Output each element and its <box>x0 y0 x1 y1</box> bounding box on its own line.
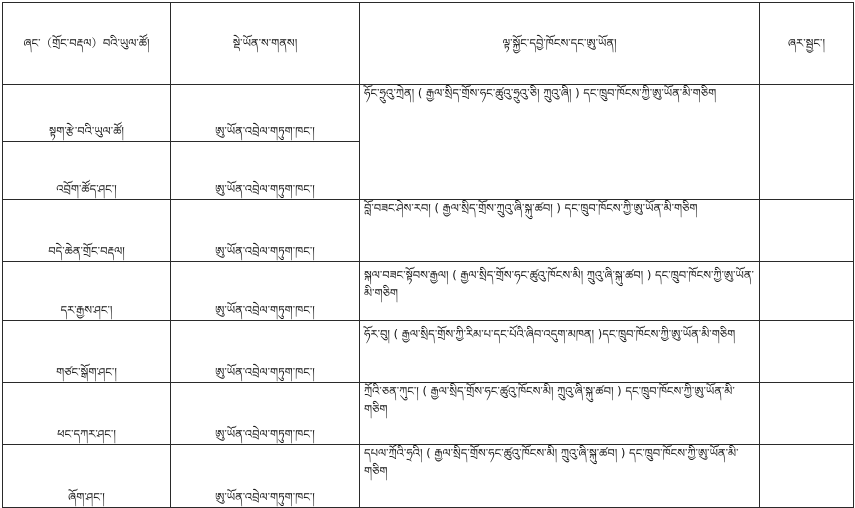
supervision-cell: བློ་བཟང་ཤེས་རབ། ( རྒྱལ་སྲིད་གྲོས་ཀྲུའུ་ཞི་སྐུ་ཚབ། ) དང་ཁྲུབ་ཁོངས་ཀྱི་ཨུ་ཡོན་མི་གཅིག <box>360 200 760 262</box>
unit-cell: ཨུ་ཡོན་འབྲེལ་གཏུག་ཁང་། <box>171 200 360 262</box>
supervision-cell: ཧོང་ཧྲུའུ་ཀྲེན། ( རྒྱལ་སྲིད་གྲོས་ཧང་ཚུའུ་ཧྲུའུ་ཅི། ཀྲུའུ་ཞི། ) དང་ཁྲུབ་ཁོངས་ཀྱི་ཨུ་ཡོན་མི་གཅིག <box>360 85 760 200</box>
table-row <box>3 200 854 262</box>
table-row <box>3 383 854 445</box>
town-cell: འབྲོག་ཚོད་ཤང་། <box>3 142 171 200</box>
supervision-cell: དཔལ་ཀྲོའི་ཧྲའི། ( རྒྱལ་སྲིད་གྲོས་ཧང་ཚུའུ་ཁོངས་མི། ཀྲུའུ་ཞི་སྐུ་ཚབ། ) དང་ཁྲུབ་ཁོངས་ཀྱི་ཨུ་ཡོན་མི་གཅིག <box>360 445 760 508</box>
notes-cell <box>760 383 854 445</box>
town-cell: ཕང་དཀར་ཤང་། <box>3 383 171 445</box>
unit-cell: ཨུ་ཡོན་འབྲེལ་གཏུག་ཁང་། <box>171 445 360 508</box>
table-row <box>3 262 854 321</box>
supervision-cell: ཀྲོའི་ཅན་ཀུང་། ( རྒྱལ་སྲིད་གྲོས་ཧང་ཚུའུ་ཁོངས་མི། ཀྲུའུ་ཞི་སྐུ་ཚབ། ) དང་ཁྲུབ་ཁོངས་ཀྱི་ཨུ་ཡོན་མི་གཅིག <box>360 383 760 445</box>
town-cell: གཙང་སྒོག་ཤང་། <box>3 321 171 383</box>
supervision-cell: ཧོར་བུ། ( རྒྱལ་སྲིད་གྲོས་ཀྱི་རིམ་པ་དང་པོའི་ཞིབ་འདུག་མཁན། )དང་ཁྲུབ་ཁོངས་ཀྱི་ཨུ་ཡོན་མི་གཅིག <box>360 321 760 383</box>
town-cell: སྟག་རྩེ་བའི་ཡུལ་ཚོ། <box>3 85 171 142</box>
notes-cell <box>760 321 854 383</box>
unit-cell: ཨུ་ཡོན་འབྲེལ་གཏུག་ཁང་། <box>171 383 360 445</box>
table-row <box>3 85 854 142</box>
town-cell: བདེ་ཆེན་གྲོང་བརྡལ། <box>3 200 171 262</box>
header-unit: སྡེ་ཡོན་ས་གནས། <box>171 3 360 85</box>
unit-cell: ཨུ་ཡོན་འབྲེལ་གཏུག་ཁང་། <box>171 142 360 200</box>
committee-table <box>2 2 854 508</box>
notes-cell <box>760 200 854 262</box>
table-row <box>3 321 854 383</box>
table-row <box>3 445 854 508</box>
header-row <box>3 3 854 85</box>
notes-cell <box>760 85 854 200</box>
header-town: ཞང་（གྲོང་བརྡལ）བའི་ཡུལ་ཚོ། <box>3 3 171 85</box>
town-cell: དར་རྒྱས་ཤང་། <box>3 262 171 321</box>
header-supervision: ལྟ་སྐྱོང་དབྱེ་ཁོངས་དང་ཨུ་ཡོན། <box>360 3 760 85</box>
unit-cell: ཨུ་ཡོན་འབྲེལ་གཏུག་ཁང་། <box>171 85 360 142</box>
town-cell: ཞོག་ཤང་། <box>3 445 171 508</box>
supervision-cell: སྐལ་བཟང་སྟོབས་རྒྱལ། ( རྒྱལ་སྲིད་གྲོས་ཧང་ཚུའུ་ཁོངས་མི། ཀྲུའུ་ཞི་སྐུ་ཚབ། ) དང་ཁྲུབ་ཁོངས་ཀྱི་ཨུ་ཡོན་མི་གཅིག <box>360 262 760 321</box>
header-notes: ཞར་སྦྱང་། <box>760 3 854 85</box>
notes-cell <box>760 262 854 321</box>
notes-cell <box>760 445 854 508</box>
unit-cell: ཨུ་ཡོན་འབྲེལ་གཏུག་ཁང་། <box>171 262 360 321</box>
unit-cell: ཨུ་ཡོན་འབྲེལ་གཏུག་ཁང་། <box>171 321 360 383</box>
